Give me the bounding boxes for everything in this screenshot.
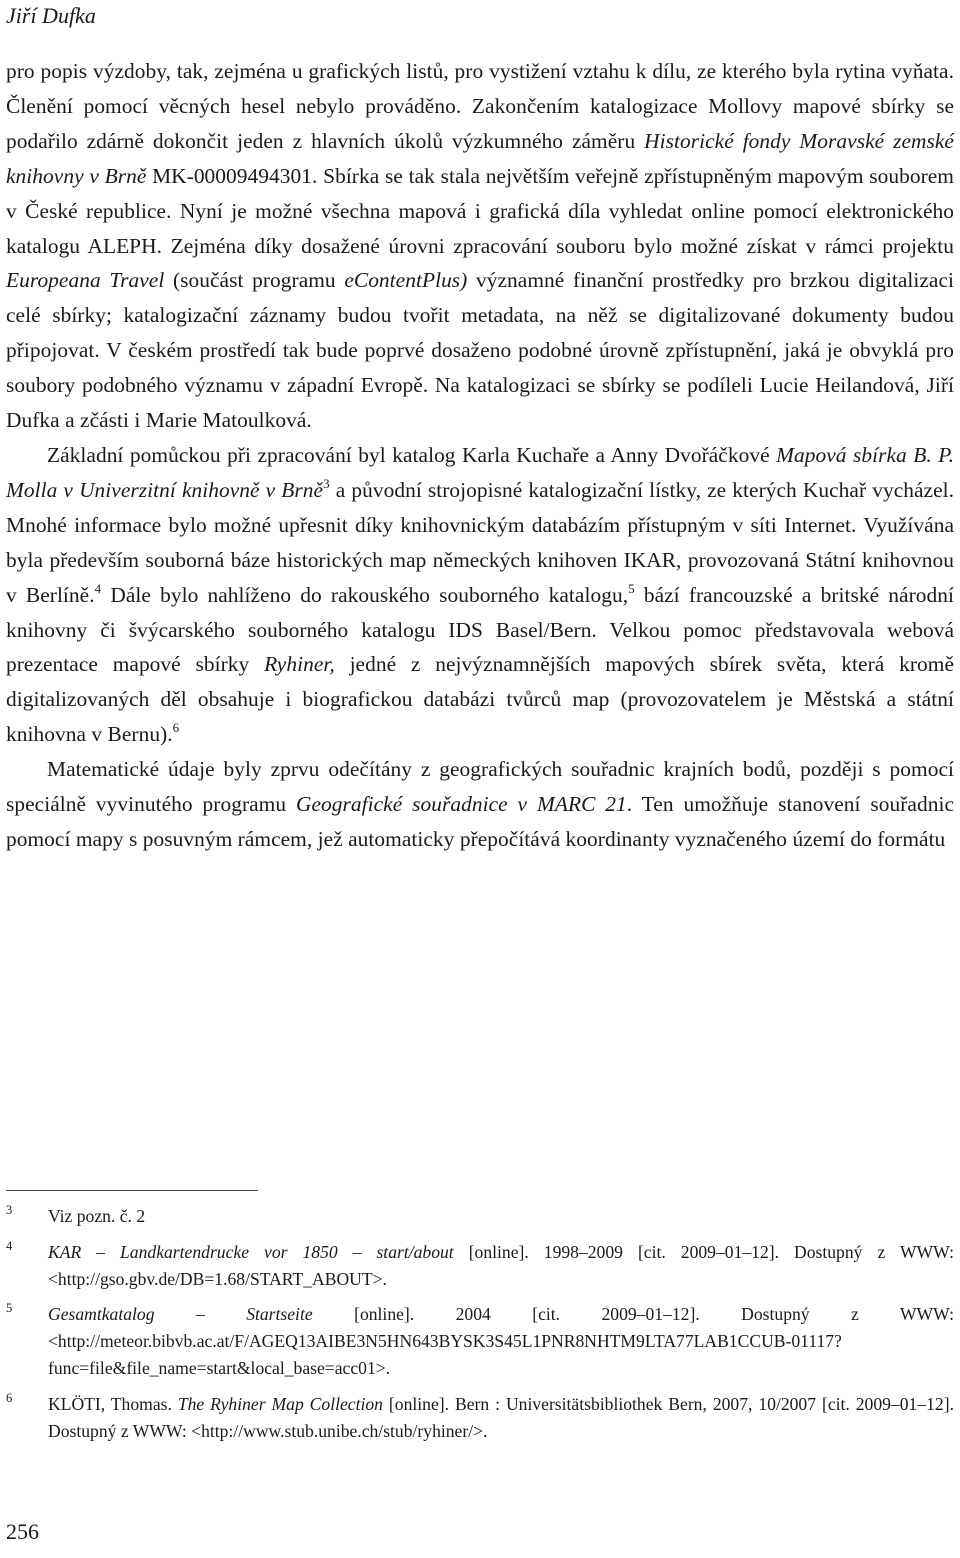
italic-text: Geografické souřadnice v MARC 21 xyxy=(295,792,627,817)
footnote-reference: 4 xyxy=(94,580,102,596)
text-run: Matematické údaje byly zprvu odečítány z geografických souřadnic krajních bodů, později s pomocí speciálně vyvinutého programu xyxy=(6,757,954,817)
text-run: bází francouzské a britské národní knihovny či švýcarského souborného katalogu IDS Basel/Bern. Velkou pomoc představovala webová prezentace mapové sbírky xyxy=(6,582,954,677)
footnote-reference: 6 xyxy=(172,720,180,736)
footnote-reference: 5 xyxy=(628,580,635,596)
text-run: jedné z nejvýznamnějších mapových sbírek světa, která kromě digitalizovaných děl obsahuje i biografickou databázi tvůrců map (provozovatelem je Městská a státní knihovna v Bernu). xyxy=(6,652,954,747)
running-header-author: Jiří Dufka xyxy=(6,3,96,28)
text-run: pro popis výzdoby, tak, zejména u grafických listů, pro vystižení vztahu k dílu, ze kterého byla rytina vyňata. Členění pomocí věcných hesel nebylo prováděno. Zakončením katalogizace Mollovy mapové sbírky se podařilo zdárně dokončit jeden z hlavních úkolů výzkumného záměru xyxy=(6,59,954,153)
footnote-separator xyxy=(6,1190,258,1191)
main-text xyxy=(6,54,954,857)
footnote-number: 6 xyxy=(6,1390,13,1405)
page-number: 256 xyxy=(6,1519,39,1544)
text-run: a původní strojopisné katalogizační lístky, ze kterých Kuchař vycházel. Mnohé informace bylo možné upřesnit díky knihovnickým databázím přístupným v síti Internet. Využívána byla především souborná báze historických map německých knihoven IKAR, provozovaná Státní knihovnou v Berlíně. xyxy=(6,477,955,607)
footnote-text xyxy=(48,1242,954,1289)
footnote xyxy=(6,1301,954,1382)
footnote-text xyxy=(48,1394,954,1441)
footnotes xyxy=(6,1203,954,1453)
text-run: [online]. 1998–2009 [cit. 2009–01–12]. Dostupný z WWW: <http://gso.gbv.de/DB=1.68/START_ABOUT>. xyxy=(48,1241,954,1289)
italic-text: Europeana Travel xyxy=(6,268,165,293)
text-run: Viz pozn. č. 2 xyxy=(48,1206,146,1226)
footnote-text xyxy=(48,1206,145,1226)
footnote xyxy=(6,1203,954,1230)
footnote xyxy=(6,1239,954,1293)
italic-text: Gesamtkatalog – Startseite xyxy=(48,1304,313,1324)
footnote-number: 5 xyxy=(6,1301,13,1315)
footnote-reference: 3 xyxy=(323,475,330,491)
paragraph xyxy=(6,752,954,857)
italic-text: Ryhiner, xyxy=(264,652,335,677)
text-run: Základní pomůckou při zpracování byl katalog Karla Kuchaře a Anny Dvořáčkové xyxy=(47,442,777,467)
italic-text: eContentPlus) xyxy=(344,268,468,293)
italic-text: The Ryhiner Map Collection xyxy=(177,1393,383,1414)
text-run: Dále bylo nahlíženo do rakouského souborného katalogu, xyxy=(101,582,629,607)
paragraph xyxy=(6,438,954,752)
text-run: [online]. 2004 [cit. 2009–01–12]. Dostupný z WWW: <http://meteor.bibvb.ac.at/F/AGEQ13AIBE3N5HN643BYSK3S45L1PNR8NHTM9LTA77LAB1CCUB-01117?func=file&file_name=start&local_base=acc01>. xyxy=(48,1304,955,1378)
italic-text: Mapová sbírka B. P. Molla v Univerzitní knihovně v Brně xyxy=(6,442,954,502)
footnote-text xyxy=(48,1304,954,1378)
footnote-number: 3 xyxy=(6,1203,13,1217)
text-run: KLÖTI, Thomas. xyxy=(48,1393,178,1414)
text-run: (součást programu xyxy=(164,268,345,293)
footnote xyxy=(6,1391,954,1445)
paragraph xyxy=(6,54,954,438)
italic-text: Historické fondy Moravské zemské knihovny v Brně xyxy=(6,128,954,188)
text-run: MK-00009494301. Sbírka se tak stala největším veřejně zpřístupněným mapovým souborem v České republice. Nyní je možné všechna mapová i grafická díla vyhledat online pomocí elektronického katalogu ALEPH. Zejména díky dosažené úrovni zpracování souboru bylo možné získat v rámci projektu xyxy=(6,163,954,258)
text-run: významné finanční prostředky pro brzkou digitalizaci celé sbírky; katalogizační záznamy budou tvořit metadata, na něž se digitalizované dokumenty budou připojovat. V českém prostředí tak bude poprvé dosaženo podobné úrovně zpřístupnění, jaká je obvyklá pro soubory podobného významu v západní Evropě. Na katalogizaci se sbírky se podíleli Lucie Heilandová, Jiří Dufka a zčásti i Marie Matoulková. xyxy=(6,268,954,433)
text-run: . Ten umožňuje stanovení souřadnic pomocí mapy s posuvným rámcem, jež automaticky přepočítává koordinanty vyznačeného území do formátu xyxy=(6,792,954,851)
italic-text: KAR – Landkartendrucke vor 1850 – start/about xyxy=(48,1241,454,1262)
text-run: [online]. Bern : Universitätsbibliothek Bern, 2007, 10/2007 [cit. 2009–01–12]. Dostupný z WWW: <http://www.stub.unibe.ch/stub/ryhiner/>. xyxy=(48,1393,954,1441)
footnote-number: 4 xyxy=(6,1238,13,1253)
